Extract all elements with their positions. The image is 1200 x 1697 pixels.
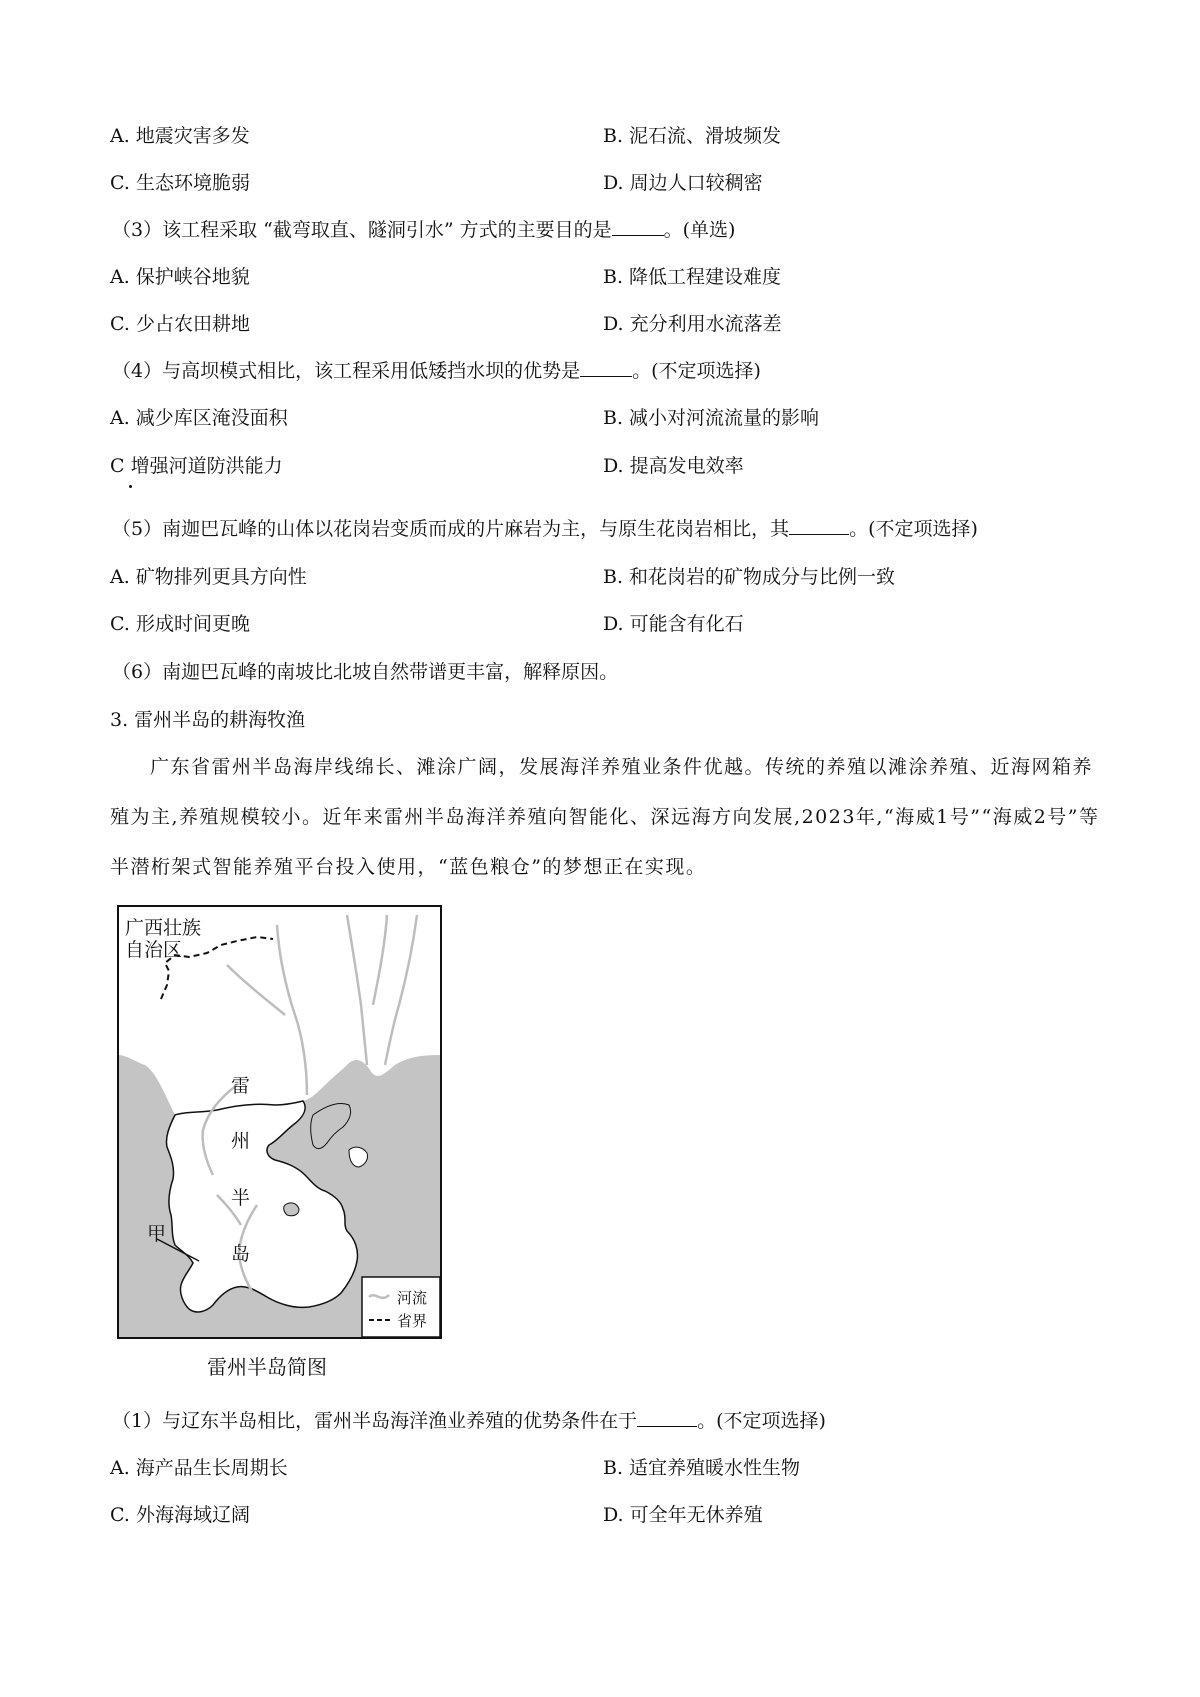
stray-dot (129, 485, 132, 488)
section-3-question-1-type: 。(不定项选择) (697, 1410, 826, 1432)
option-b: B. 泥石流、滑坡频发 (603, 125, 782, 147)
option-a: A. 地震灾害多发 (110, 125, 250, 147)
question-5-option-d: D. 可能含有化石 (603, 613, 744, 635)
question-6-stem: （6）南迦巴瓦峰的南坡比北坡自然带谱更丰富，解释原因。 (112, 661, 619, 683)
question-5-option-c: C. 形成时间更晚 (110, 613, 250, 635)
section-3-question-1-stem (112, 1408, 826, 1434)
answer-blank (580, 358, 632, 377)
section-3-title: 3. 雷州半岛的耕海牧渔 (110, 709, 306, 731)
section-3-question-1-option-b: B. 适宜养殖暖水性生物 (603, 1457, 801, 1479)
question-3-option-d: D. 充分利用水流落差 (603, 313, 782, 335)
question-4-stem-text: （4）与高坝模式相比，该工程采用低矮挡水坝的优势是 (112, 360, 581, 382)
peninsula-char-2: 州 (231, 1130, 251, 1152)
question-3-stem-text: （3）该工程采取 “截弯取直、隧洞引水” 方式的主要目的是 (112, 219, 612, 241)
answer-blank (789, 516, 849, 535)
section-3-paragraph: 广东省雷州半岛海岸线绵长、滩涂广阔，发展海洋养殖业条件优越。传统的养殖以滩涂养殖、近海网箱养殖为主,养殖规模较小。近年来雷州半岛海洋养殖向智能化、深远海方向发展,2023年,“海威1号”“海威2号”等半潜桁架式智能养殖平台投入使用，“蓝色粮仓”的梦想正在实现。 (110, 756, 1100, 878)
answer-blank (612, 217, 664, 236)
section-3-question-1-option-c: C. 外海海域辽阔 (110, 1504, 250, 1526)
map-caption: 雷州半岛简图 (207, 1355, 327, 1379)
legend-border-label: 省界 (397, 1312, 428, 1330)
question-3-option-a: A. 保护峡谷地貌 (110, 266, 250, 288)
question-5-stem (112, 516, 978, 542)
inlet (284, 1203, 299, 1216)
peninsula-char-1: 雷 (231, 1075, 251, 1097)
question-5-option-b: B. 和花岗岩的矿物成分与比例一致 (603, 566, 896, 588)
question-5-option-a: A. 矿物排列更具方向性 (110, 566, 307, 588)
answer-blank (637, 1408, 697, 1427)
map-graphic (117, 905, 442, 1339)
legend-river-label: 河流 (397, 1289, 428, 1307)
peninsula-char-3: 半 (231, 1187, 251, 1209)
question-5-type: 。(不定项选择) (849, 518, 978, 540)
question-3-option-c: C. 少占农田耕地 (110, 313, 250, 335)
question-4-type: 。(不定项选择) (632, 360, 761, 382)
section-3-question-1-option-d: D. 可全年无休养殖 (603, 1504, 763, 1526)
question-4-option-b: B. 减小对河流流量的影响 (603, 407, 820, 429)
option-c: C. 生态环境脆弱 (110, 172, 250, 194)
question-4-option-c: C 增强河道防洪能力 (110, 455, 283, 477)
question-4-option-d: D. 提高发电效率 (603, 455, 744, 477)
question-3-type: 。(单选) (663, 219, 736, 241)
peninsula-char-4: 岛 (231, 1243, 251, 1265)
question-5-stem-text: （5）南迦巴瓦峰的山体以花岗岩变质而成的片麻岩为主，与原生花岗岩相比，其 (112, 518, 790, 540)
question-4-option-a: A. 减少库区淹没面积 (110, 407, 288, 429)
section-3-question-1-option-a: A. 海产品生长周期长 (110, 1457, 288, 1479)
region-label-guangxi-line2: 自治区 (125, 939, 183, 961)
region-label-guangxi-line1: 广西壮族 (125, 917, 202, 939)
point-label-jia: 甲 (147, 1223, 167, 1245)
leizhou-peninsula-map (117, 905, 442, 1379)
question-3-stem (112, 217, 735, 243)
option-d: D. 周边人口较稠密 (603, 172, 763, 194)
question-3-option-b: B. 降低工程建设难度 (603, 266, 782, 288)
section-3-question-1-stem-text: （1）与辽东半岛相比，雷州半岛海洋渔业养殖的优势条件在于 (112, 1410, 638, 1432)
question-4-stem (112, 358, 761, 384)
